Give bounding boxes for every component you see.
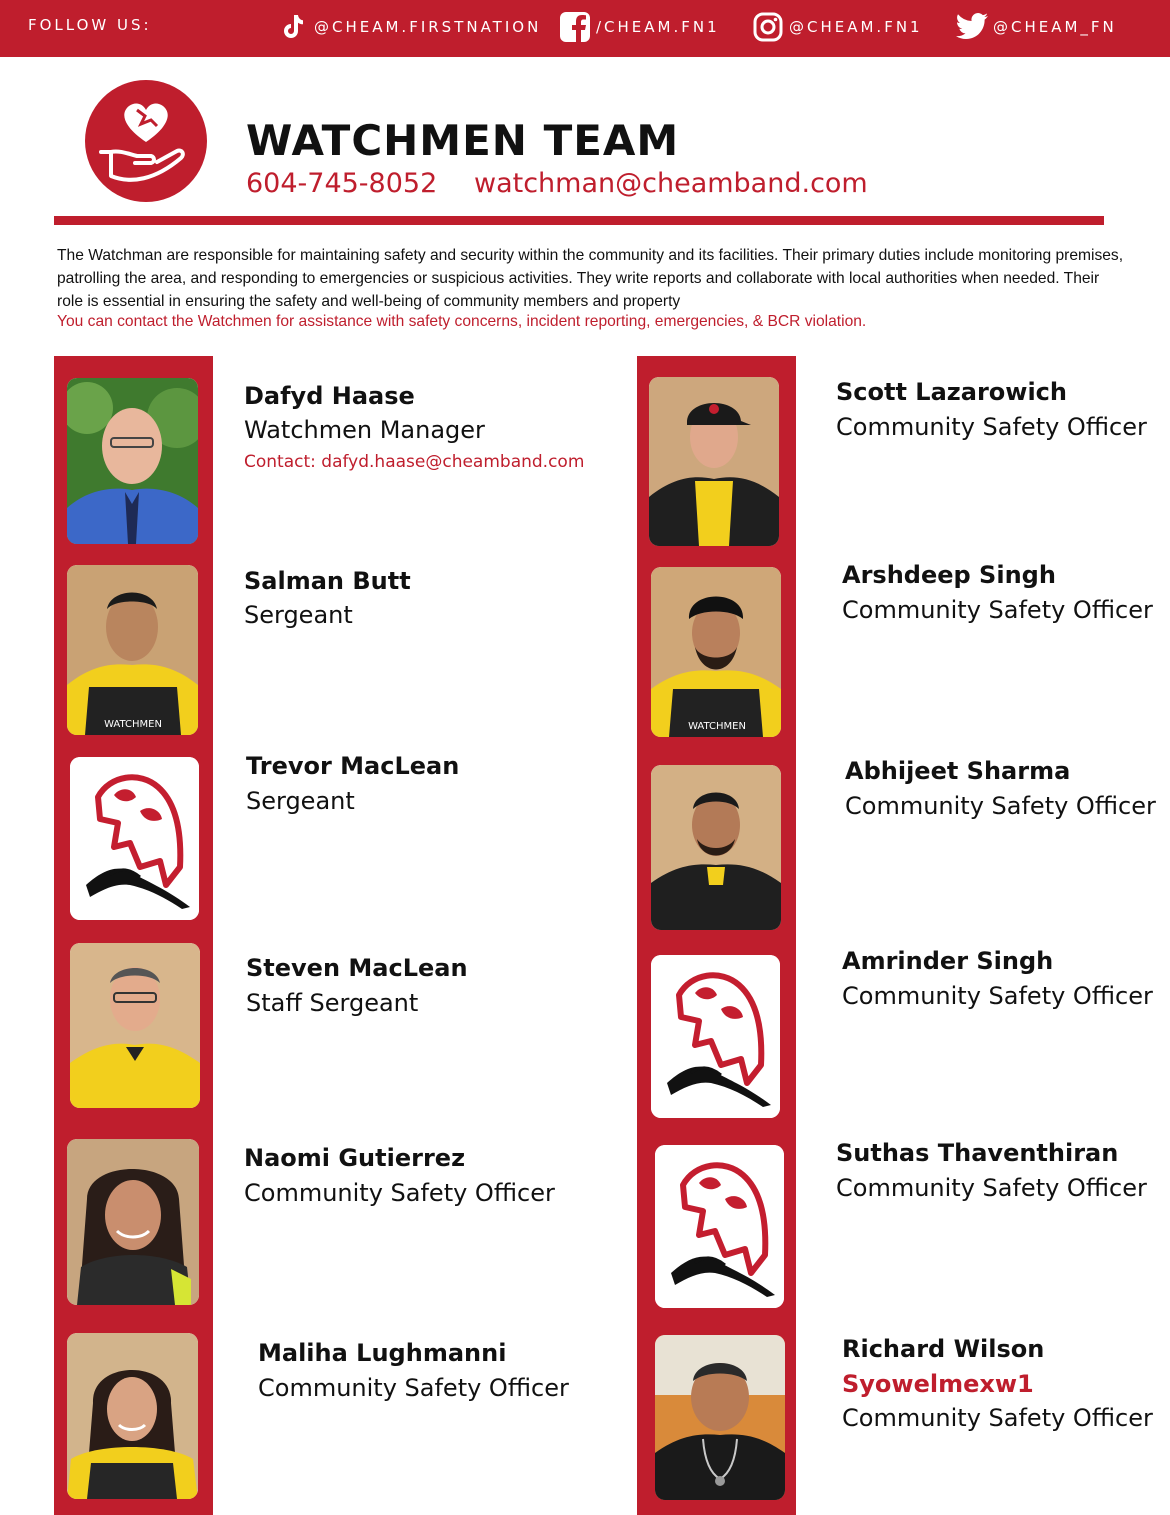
instagram-link[interactable]: [751, 10, 923, 44]
team-phone[interactable]: 604-745-8052: [246, 168, 438, 199]
member-name: Steven MacLean: [246, 954, 468, 982]
facebook-icon: [558, 10, 592, 44]
member-alt-name: Syowelmexw1: [842, 1370, 1034, 1398]
header-divider: [54, 216, 1104, 225]
follow-label: FOLLOW US:: [28, 16, 152, 34]
heart-hand-logo: [85, 80, 207, 202]
member-role: Staff Sergeant: [246, 989, 419, 1017]
page-title: WATCHMEN TEAM: [246, 116, 680, 165]
member-name: Scott Lazarowich: [836, 378, 1067, 406]
member-role: Community Safety Officer: [842, 596, 1153, 624]
member-role: Community Safety Officer: [842, 982, 1153, 1010]
cheam-crest-placeholder: [655, 1145, 784, 1308]
member-photo: [651, 765, 781, 930]
tiktok-handle: @CHEAM.FIRSTNATION: [314, 18, 542, 36]
member-role: Community Safety Officer: [258, 1374, 569, 1402]
twitter-icon: [955, 10, 989, 44]
member-photo: [67, 1139, 199, 1305]
member-role: Sergeant: [244, 601, 353, 629]
cheam-crest-placeholder: [651, 955, 780, 1118]
member-photo: [67, 565, 198, 735]
member-role: Community Safety Officer: [842, 1404, 1153, 1432]
svg-text:WATCHMEN: WATCHMEN: [688, 721, 746, 732]
member-photo: [649, 377, 779, 546]
facebook-handle: /CHEAM.FN1: [596, 18, 720, 36]
member-role: Community Safety Officer: [836, 1174, 1147, 1202]
member-role: Watchmen Manager: [244, 416, 485, 444]
member-photo: [651, 567, 781, 737]
member-photo: [70, 943, 200, 1108]
member-name: Naomi Gutierrez: [244, 1144, 466, 1172]
member-name: Richard Wilson: [842, 1335, 1045, 1363]
social-bar: [0, 0, 1170, 57]
member-photo: [67, 1333, 198, 1499]
member-photo: [67, 378, 198, 544]
member-role: Sergeant: [246, 787, 355, 815]
member-name: Abhijeet Sharma: [845, 757, 1071, 785]
member-contact[interactable]: Contact: dafyd.haase@cheamband.com: [244, 452, 585, 472]
intro-paragraph: The Watchman are responsible for maintaining safety and security within the community and its facilities. Their primary duties include monitoring premises, patrolling the area, and responding to emergencies or suspicious activities. They write reports and collaborate with local authorities when needed. Their role is essential in ensuring the safety and well-being of community members and property: [57, 247, 1124, 310]
member-name: Amrinder Singh: [842, 947, 1054, 975]
contact-note: You can contact the Watchmen for assistance with safety concerns, incident reporting, emergencies, & BCR violation.: [57, 313, 867, 330]
tiktok-link[interactable]: [276, 10, 541, 44]
team-email[interactable]: watchman@cheamband.com: [474, 168, 868, 199]
member-photo: [655, 1335, 785, 1500]
member-role: Community Safety Officer: [845, 792, 1156, 820]
tiktok-icon: [276, 10, 310, 44]
member-name: Maliha Lughmanni: [258, 1339, 507, 1367]
member-name: Arshdeep Singh: [842, 561, 1056, 589]
member-name: Suthas Thaventhiran: [836, 1139, 1119, 1167]
member-name: Dafyd Haase: [244, 382, 415, 410]
facebook-link[interactable]: [558, 10, 720, 44]
instagram-handle: @CHEAM.FN1: [789, 18, 923, 36]
member-name: Trevor MacLean: [246, 752, 460, 780]
member-role: Community Safety Officer: [836, 413, 1147, 441]
svg-text:WATCHMEN: WATCHMEN: [104, 719, 162, 730]
member-role: Community Safety Officer: [244, 1179, 555, 1207]
twitter-link[interactable]: [955, 10, 1117, 44]
member-name: Salman Butt: [244, 567, 411, 595]
twitter-handle: @CHEAM_FN: [993, 18, 1117, 36]
cheam-crest-placeholder: [70, 757, 199, 920]
instagram-icon: [751, 10, 785, 44]
